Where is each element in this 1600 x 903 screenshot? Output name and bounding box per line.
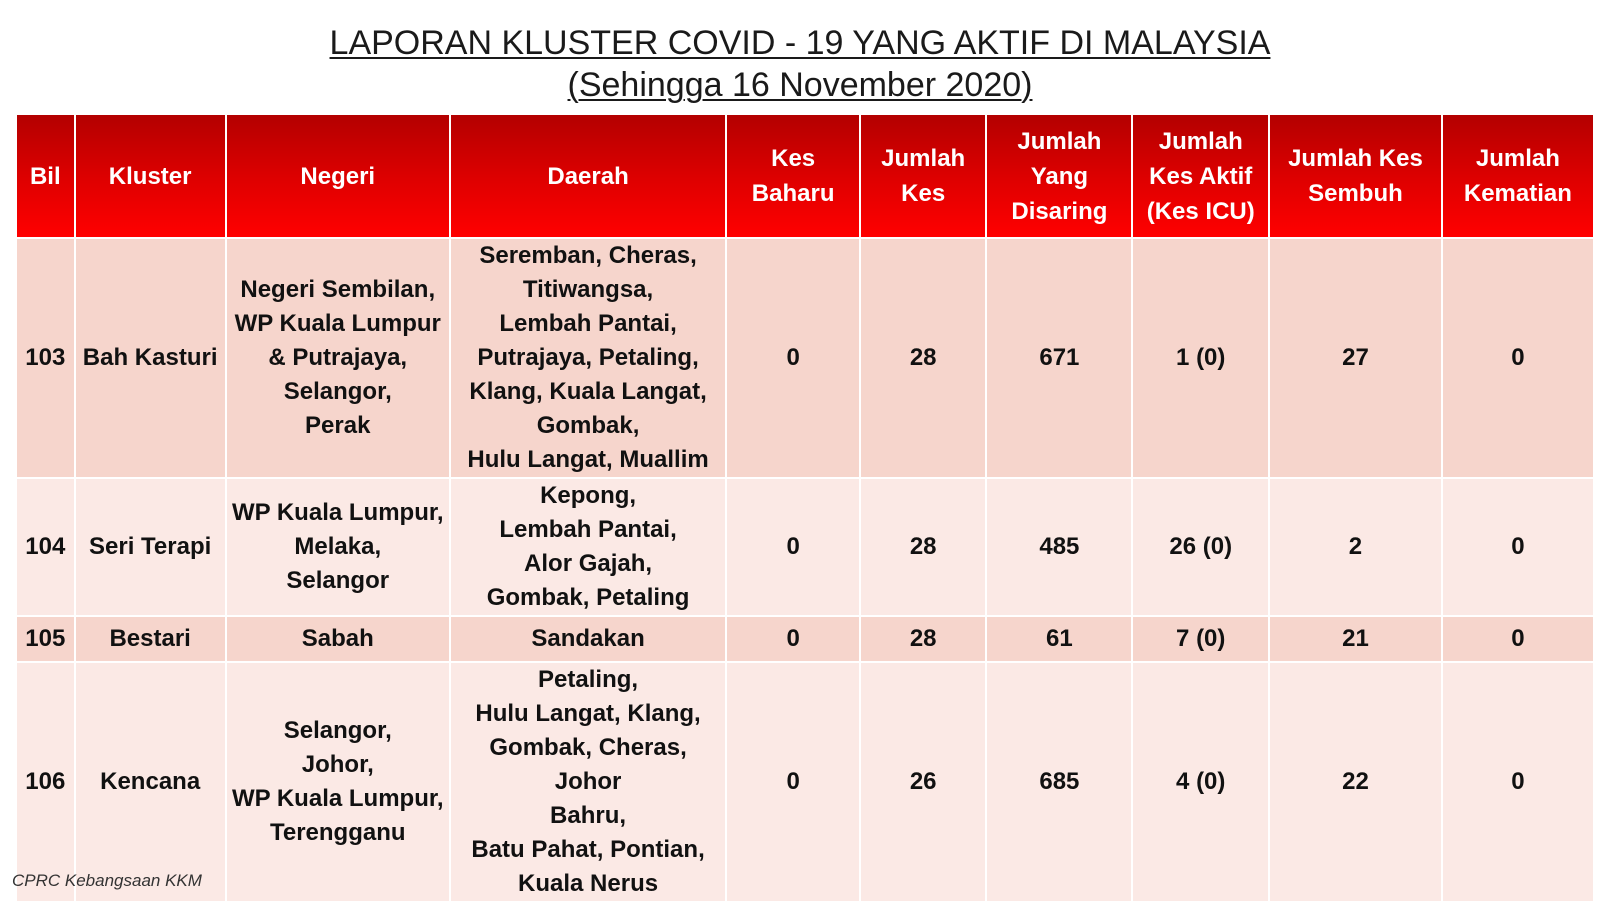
cell-negeri: WP Kuala Lumpur, Melaka, Selangor <box>226 478 450 616</box>
cell-jumlah-aktif: 1 (0) <box>1132 238 1269 478</box>
header-jumlah-disaring: Jumlah Yang Disaring <box>986 114 1132 238</box>
cell-daerah: Petaling, Hulu Langat, Klang, Gombak, Cheras, Johor Bahru, Batu Pahat, Pontian, Kuala Nerus <box>450 662 727 902</box>
cell-jumlah-sembuh: 27 <box>1269 238 1442 478</box>
cell-kluster: Bestari <box>75 616 226 662</box>
cell-jumlah-sembuh: 21 <box>1269 616 1442 662</box>
cell-bil: 106 <box>16 662 75 902</box>
cell-daerah: Kepong, Lembah Pantai, Alor Gajah, Gombak, Petaling <box>450 478 727 616</box>
cell-kes-baharu: 0 <box>726 662 860 902</box>
header-negeri: Negeri <box>226 114 450 238</box>
cell-jumlah-disaring: 671 <box>986 238 1132 478</box>
cell-jumlah-kematian: 0 <box>1442 478 1594 616</box>
table-row <box>16 662 1594 902</box>
header-jumlah-aktif: Jumlah Kes Aktif (Kes ICU) <box>1132 114 1269 238</box>
cell-kluster: Seri Terapi <box>75 478 226 616</box>
cell-jumlah-sembuh: 22 <box>1269 662 1442 902</box>
table-row <box>16 478 1594 616</box>
cell-bil: 104 <box>16 478 75 616</box>
table-row <box>16 238 1594 478</box>
cell-jumlah-kematian: 0 <box>1442 238 1594 478</box>
cell-jumlah-kes: 28 <box>860 238 986 478</box>
source-footer: CPRC Kebangsaan KKM <box>12 871 202 890</box>
cell-jumlah-disaring: 485 <box>986 478 1132 616</box>
header-kes-baharu: Kes Baharu <box>726 114 860 238</box>
cell-bil: 103 <box>16 238 75 478</box>
report-title-line2: (Sehingga 16 November 2020) <box>567 66 1033 104</box>
cell-kes-baharu: 0 <box>726 238 860 478</box>
cell-jumlah-sembuh: 2 <box>1269 478 1442 616</box>
cell-kes-baharu: 0 <box>726 616 860 662</box>
cell-daerah: Seremban, Cheras, Titiwangsa, Lembah Pantai, Putrajaya, Petaling, Klang, Kuala Langat, Gombak, Hulu Langat, Muallim <box>450 238 727 478</box>
report-title-line1: LAPORAN KLUSTER COVID - 19 YANG AKTIF DI MALAYSIA <box>329 24 1271 62</box>
header-jumlah-kes: Jumlah Kes <box>860 114 986 238</box>
cell-kluster: Kencana <box>75 662 226 902</box>
header-bil: Bil <box>16 114 75 238</box>
cell-negeri: Selangor, Johor, WP Kuala Lumpur, Terengganu <box>226 662 450 902</box>
cell-jumlah-aktif: 26 (0) <box>1132 478 1269 616</box>
header-jumlah-sembuh: Jumlah Kes Sembuh <box>1269 114 1442 238</box>
cell-daerah: Sandakan <box>450 616 727 662</box>
report-title <box>0 22 1600 106</box>
header-daerah: Daerah <box>450 114 727 238</box>
cell-jumlah-disaring: 61 <box>986 616 1132 662</box>
cell-negeri: Sabah <box>226 616 450 662</box>
table-header-row <box>16 114 1594 238</box>
cell-jumlah-kes: 28 <box>860 616 986 662</box>
header-kluster: Kluster <box>75 114 226 238</box>
cell-bil: 105 <box>16 616 75 662</box>
cell-jumlah-aktif: 7 (0) <box>1132 616 1269 662</box>
table-row <box>16 616 1594 662</box>
cell-jumlah-disaring: 685 <box>986 662 1132 902</box>
cell-jumlah-kematian: 0 <box>1442 662 1594 902</box>
cell-jumlah-kes: 26 <box>860 662 986 902</box>
header-jumlah-kematian: Jumlah Kematian <box>1442 114 1594 238</box>
cell-negeri: Negeri Sembilan, WP Kuala Lumpur & Putrajaya, Selangor, Perak <box>226 238 450 478</box>
cell-jumlah-kematian: 0 <box>1442 616 1594 662</box>
cluster-table <box>15 113 1595 903</box>
cell-kes-baharu: 0 <box>726 478 860 616</box>
cell-jumlah-kes: 28 <box>860 478 986 616</box>
cell-kluster: Bah Kasturi <box>75 238 226 478</box>
cell-jumlah-aktif: 4 (0) <box>1132 662 1269 902</box>
